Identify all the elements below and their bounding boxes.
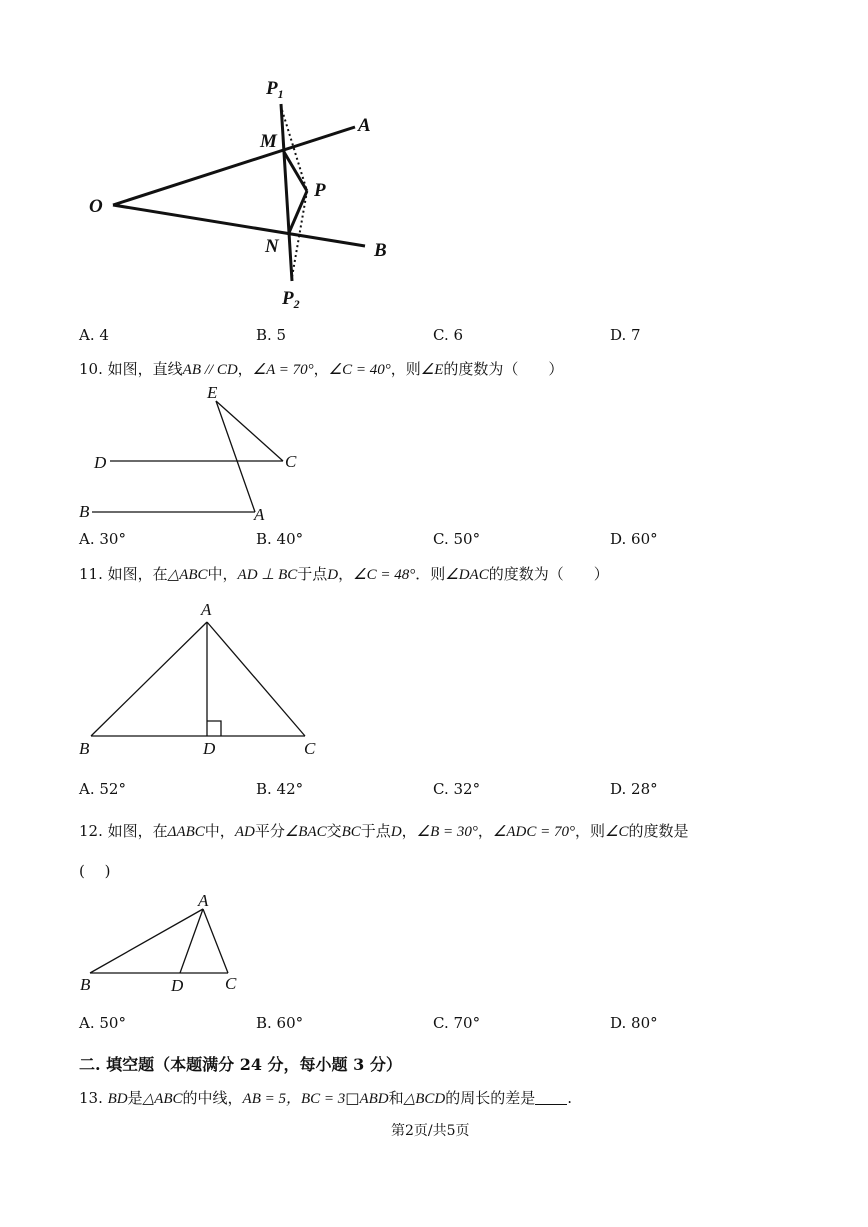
q12-option-c: C. 70°	[433, 1014, 481, 1032]
q10-label-B: B	[79, 502, 90, 521]
q9-label-O: O	[89, 196, 103, 217]
q12-label-A: A	[198, 891, 209, 910]
q11-figure	[91, 622, 305, 736]
q10-label-D: D	[94, 453, 107, 472]
q9-seg-NP	[288, 191, 307, 235]
q12-question: 12. 如图，在ΔABC中，AD平分∠BAC交BC于点D，∠B = 30°，∠ADC = 70°，则∠C的度数是	[79, 822, 689, 840]
q9-label-P1: $P_1$	[266, 78, 284, 101]
q11-side-AC	[207, 622, 305, 736]
q9-figure	[113, 104, 365, 281]
q10-label-A: A	[254, 505, 265, 524]
q12-option-b: B. 60°	[256, 1014, 304, 1032]
q11-option-b: B. 42°	[256, 780, 304, 798]
q11-label-C: C	[304, 739, 316, 758]
q9-ray-OB	[113, 205, 365, 246]
section-title-fill-in: 二. 填空题（本题满分 24 分，每小题 3 分）	[79, 1055, 402, 1074]
q11-question: 11. 如图，在△ABC中，AD ⊥ BC于点D，∠C = 48°．则∠DAC的度数为（ ）	[79, 565, 609, 583]
page-footer: 第2页/共5页	[391, 1123, 470, 1139]
q12-side-AB	[90, 909, 203, 973]
q13-question: 13. BD是△ABC的中线，AB = 5，BC = 3□ABD和△BCD的周长的差是 .	[79, 1089, 573, 1107]
q10-option-c: C. 50°	[433, 530, 481, 548]
q12-bisector-AD	[180, 909, 203, 973]
q11-option-c: C. 32°	[433, 780, 481, 798]
q10-label-C: C	[285, 452, 297, 471]
q9-option-b: B. 5	[256, 326, 287, 344]
q10-option-a: A. 30°	[79, 530, 126, 548]
q9-label-M: M	[260, 131, 277, 152]
q11-option-a: A. 52°	[79, 780, 126, 798]
q9-label-B: B	[374, 240, 387, 261]
q12-label-C: C	[225, 974, 237, 993]
q12-side-AC	[203, 909, 228, 973]
q9-line-P1P2	[281, 104, 292, 281]
q12-label-D: D	[171, 976, 184, 995]
q11-label-A: A	[201, 600, 212, 619]
q11-label-B: B	[79, 739, 90, 758]
q9-option-d: D. 7	[610, 326, 641, 344]
q11-option-d: D. 28°	[610, 780, 658, 798]
q10-label-E: E	[207, 383, 218, 402]
q9-option-a: A. 4	[79, 326, 109, 344]
q9-option-c: C. 6	[433, 326, 464, 344]
q9-label-A: A	[358, 115, 371, 136]
q10-question: 10. 如图，直线AB // CD，∠A = 70°，∠C = 40°，则∠E的度数为（ ）	[79, 360, 564, 378]
q11-right-angle-mark	[207, 721, 221, 736]
q12-figure	[90, 909, 228, 973]
q9-label-P2: $P_2$	[282, 288, 300, 311]
q10-figure	[92, 401, 283, 512]
q11-side-AB	[91, 622, 207, 736]
q12-label-B: B	[80, 975, 91, 994]
q10-option-d: D. 60°	[610, 530, 658, 548]
q9-label-P: P	[314, 180, 326, 201]
q10-option-b: B. 40°	[256, 530, 304, 548]
q12-answer-paren: ( )	[79, 862, 111, 880]
q12-option-a: A. 50°	[79, 1014, 126, 1032]
q9-label-N: N	[265, 236, 279, 257]
q12-option-d: D. 80°	[610, 1014, 658, 1032]
q11-label-D: D	[203, 739, 216, 758]
q13-answer-blank[interactable]	[535, 1090, 567, 1105]
